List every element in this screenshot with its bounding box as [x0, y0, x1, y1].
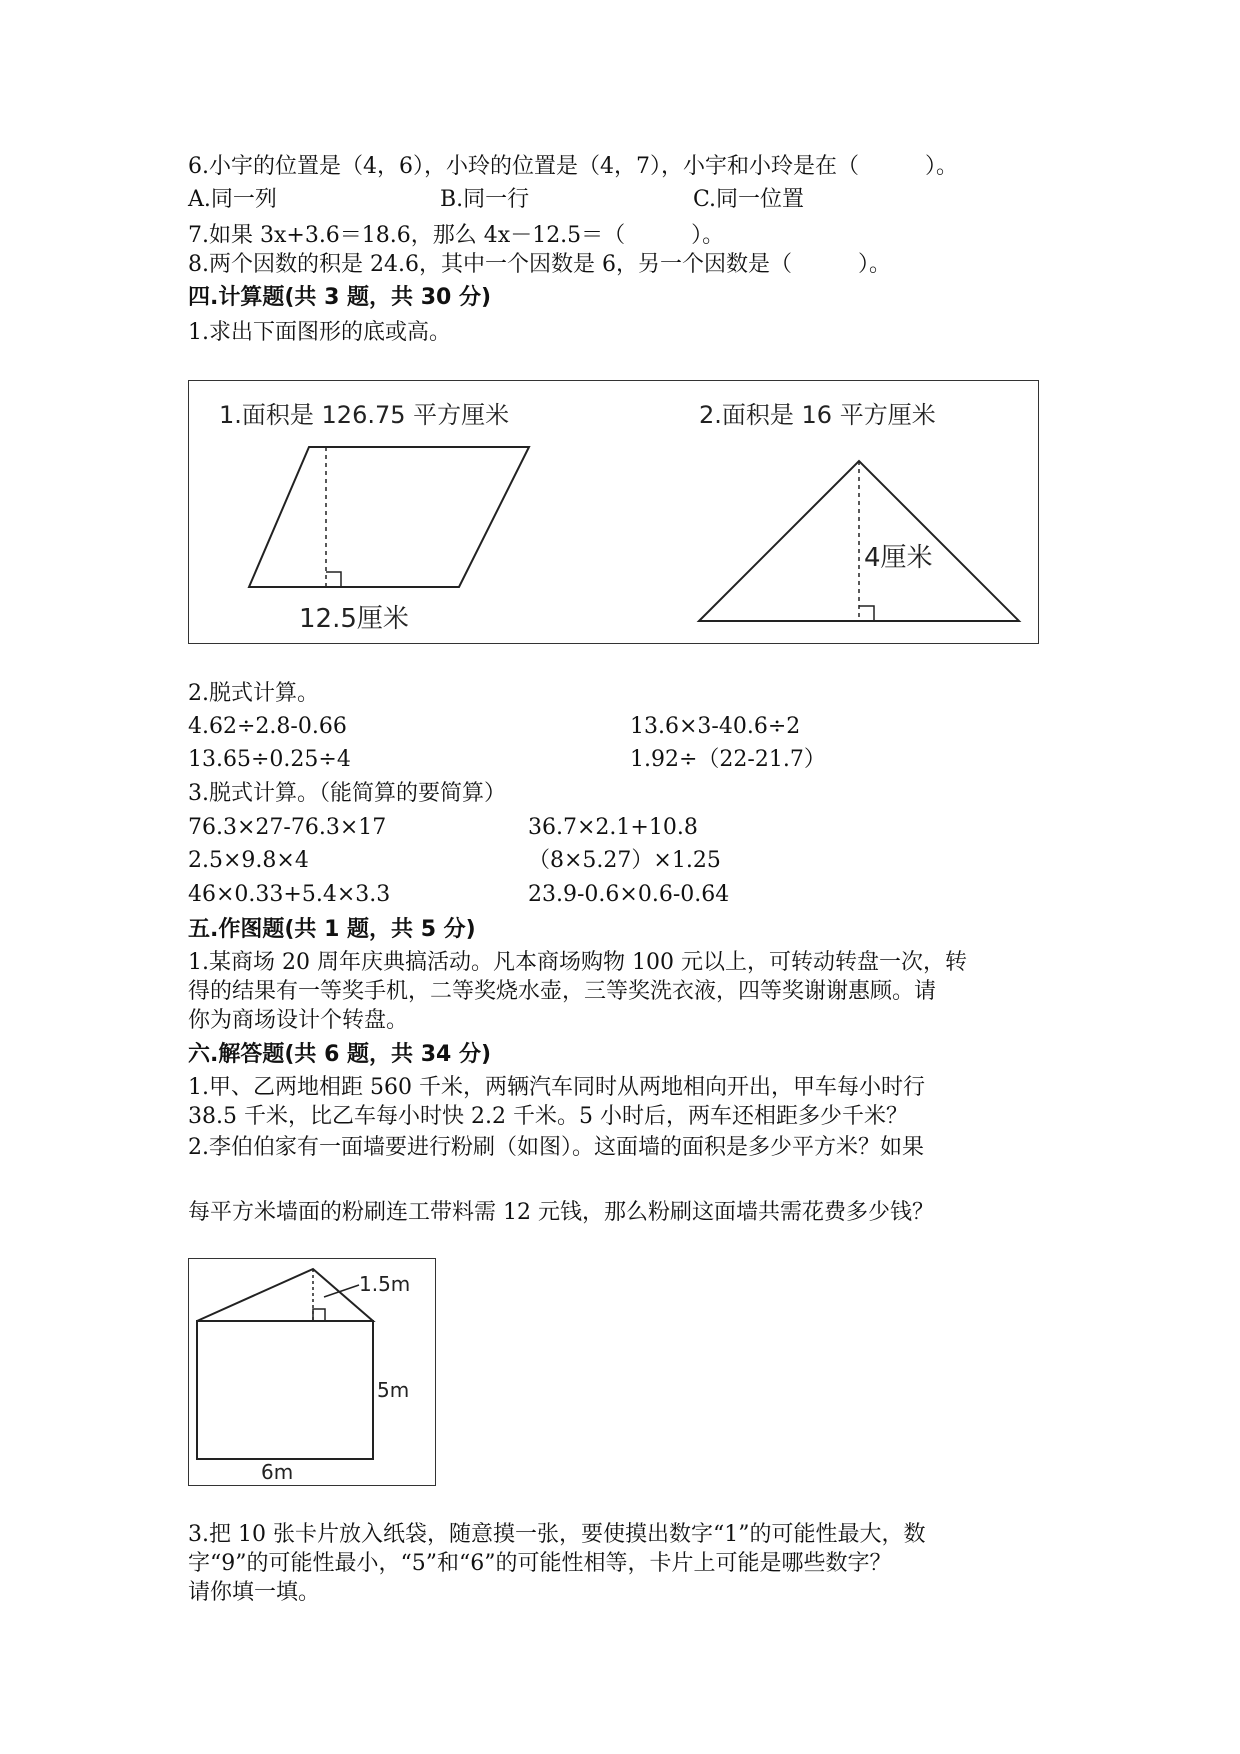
calc-item: 36.7×2.1+10.8 — [528, 815, 698, 840]
s6-q1-line: 1.甲、乙两地相距 560 千米，两辆汽车同时从两地相向开出，甲车每小时行 — [188, 1075, 925, 1100]
wall-height-label: 5m — [377, 1378, 410, 1402]
calc-item: 46×0.33+5.4×3.3 — [188, 882, 391, 907]
s6-q3-line: 请你填一填。 — [188, 1580, 321, 1605]
wall-rectangle — [197, 1321, 373, 1459]
roof-right-angle-mark — [313, 1309, 325, 1321]
roof-height-label: 1.5m — [359, 1272, 411, 1296]
s5-q1-line: 你为商场设计个转盘。 — [188, 1008, 409, 1033]
triangle-caption: 2.面积是 16 平方厘米 — [699, 401, 936, 429]
parallelogram-base-label: 12.5厘米 — [299, 604, 409, 634]
figure-shapes — [188, 380, 1039, 644]
figure-shapes-svg — [189, 381, 1038, 643]
s5-q1-line: 得的结果有一等奖手机，二等奖烧水壶，三等奖洗衣液，四等奖谢谢惠顾。请 — [188, 979, 937, 1004]
calc-item: 1.92÷（22-21.7） — [630, 747, 826, 772]
calc-item: 2.5×9.8×4 — [188, 848, 309, 873]
section4-heading: 四.计算题(共 3 题，共 30 分) — [188, 285, 492, 310]
s4-q1-text: 1.求出下面图形的底或高。 — [188, 320, 451, 345]
section6-heading: 六.解答题(共 6 题，共 34 分) — [188, 1042, 492, 1067]
s6-q3-line: 3.把 10 张卡片放入纸袋，随意摸一张，要使摸出数字“1”的可能性最大，数 — [188, 1522, 926, 1547]
s6-q2-line: 2.李伯伯家有一面墙要进行粉刷（如图）。这面墙的面积是多少平方米？如果 — [188, 1135, 924, 1160]
calc-item: （8×5.27）×1.25 — [528, 848, 721, 873]
calc-item: 13.6×3-40.6÷2 — [630, 714, 801, 739]
roof-triangle — [197, 1269, 373, 1321]
s6-q2-line: 每平方米墙面的粉刷连工带料需 12 元钱，那么粉刷这面墙共需花费多少钱？ — [188, 1200, 934, 1225]
section5-heading: 五.作图题(共 1 题，共 5 分) — [188, 917, 476, 942]
wall-width-label: 6m — [261, 1460, 294, 1484]
q6-text: 6.小宇的位置是（4，6），小玲的位置是（4，7），小宇和小玲是在（ ）。 — [188, 154, 958, 179]
s4-q2-text: 2.脱式计算。 — [188, 681, 319, 706]
calc-item: 13.65÷0.25÷4 — [188, 747, 351, 772]
triangle-right-angle-mark — [859, 606, 874, 621]
q8-text: 8.两个因数的积是 24.6，其中一个因数是 6，另一个因数是（ ）。 — [188, 252, 891, 277]
roof-label-leader — [324, 1285, 359, 1297]
triangle-height-label: 4厘米 — [864, 543, 933, 573]
figure-wall-svg — [189, 1259, 435, 1485]
calc-item: 23.9-0.6×0.6-0.64 — [528, 882, 730, 907]
q7-text: 7.如果 3x+3.6＝18.6，那么 4x－12.5＝（ ）。 — [188, 223, 725, 248]
s5-q1-line: 1.某商场 20 周年庆典搞活动。凡本商场购物 100 元以上，可转动转盘一次，转 — [188, 950, 967, 975]
s6-q1-line: 38.5 千米，比乙车每小时快 2.2 千米。5 小时后，两车还相距多少千米？ — [188, 1104, 908, 1129]
calc-item: 4.62÷2.8-0.66 — [188, 714, 347, 739]
s4-q3-text: 3.脱式计算。（能简算的要简算） — [188, 781, 506, 806]
q6-option-b: B.同一行 — [440, 187, 530, 212]
parallelogram-shape — [249, 447, 529, 587]
q6-option-a: A.同一列 — [188, 187, 277, 212]
calc-item: 76.3×27-76.3×17 — [188, 815, 387, 840]
right-angle-mark — [326, 572, 341, 587]
figure-wall — [188, 1258, 436, 1486]
q6-option-c: C.同一位置 — [693, 187, 805, 212]
s6-q3-line: 字“9”的可能性最小，“5”和“6”的可能性相等，卡片上可能是哪些数字？ — [188, 1551, 892, 1576]
parallelogram-caption: 1.面积是 126.75 平方厘米 — [219, 401, 510, 429]
